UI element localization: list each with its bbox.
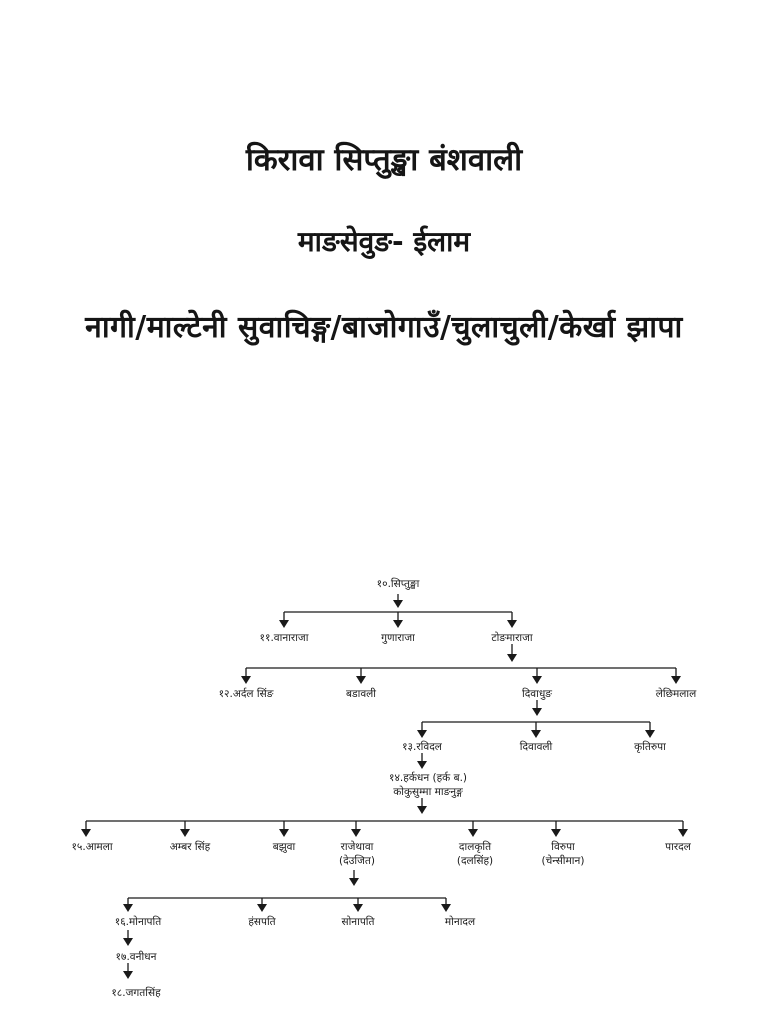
node-gen12: लेछिमलाल [655,688,697,700]
node-gen17: १७.वनीधन [115,951,157,963]
node-gen15: विरुपा [551,841,575,853]
title-vamshavali: किरावा सिप्तुङ्खा बंशवाली [245,142,523,178]
node-gen12: १२.अर्दल सिंङ [218,688,274,700]
node-gen15-alias: (देउजित) [338,855,376,867]
node-gen13: १३.रविदल [402,741,442,753]
node-gen15: १५.आमला [71,841,113,853]
tree-connectors [81,594,688,979]
node-gen12: बडावली [345,688,377,700]
node-gen15: दालकृति [458,841,492,853]
node-gen15: पारदल [665,841,691,853]
node-gen18: १८.जगतसिंह [111,987,161,999]
arrow-root [393,600,403,608]
node-gen11: गुणाराजा [381,632,415,644]
node-gen11: टोङमाराजा [491,632,533,644]
node-gen15-alias: (दलसिंह) [456,855,494,867]
node-gen12: दिवाधुङ [522,688,552,700]
title-locations: नागी/माल्टेनी सुवाचिङ्ग/बाजोगाउँ/चुलाचुली/केर्खा झापा [85,310,683,345]
node-gen15: अम्बर सिंह [169,841,211,853]
node-gen16: हंसपति [248,916,276,928]
title-place: माङसेवुङ- ईलाम [297,225,471,258]
node-gen16: मोनादल [444,916,476,928]
node-gen15: राजेथावा [340,841,374,853]
node-root: १०.सिप्तुङ्खा [376,578,420,590]
node-gen11: ११.वानाराजा [259,632,309,644]
node-gen15-alias: (चेन्सीमान) [541,855,585,867]
node-gen14: १४.हर्कधन (हर्क ब.) [388,772,468,784]
node-gen15: बझुवा [272,841,296,853]
node-gen14-spouse: कोकुसुम्मा माङनुङ्ग [393,786,463,798]
node-gen16: सोनापति [341,916,375,928]
node-gen13: कृतिरुपा [634,741,666,753]
node-gen13: दिवावली [519,741,553,753]
tree-nodes [71,577,697,999]
node-gen16: १६.मोनापति [114,916,162,928]
